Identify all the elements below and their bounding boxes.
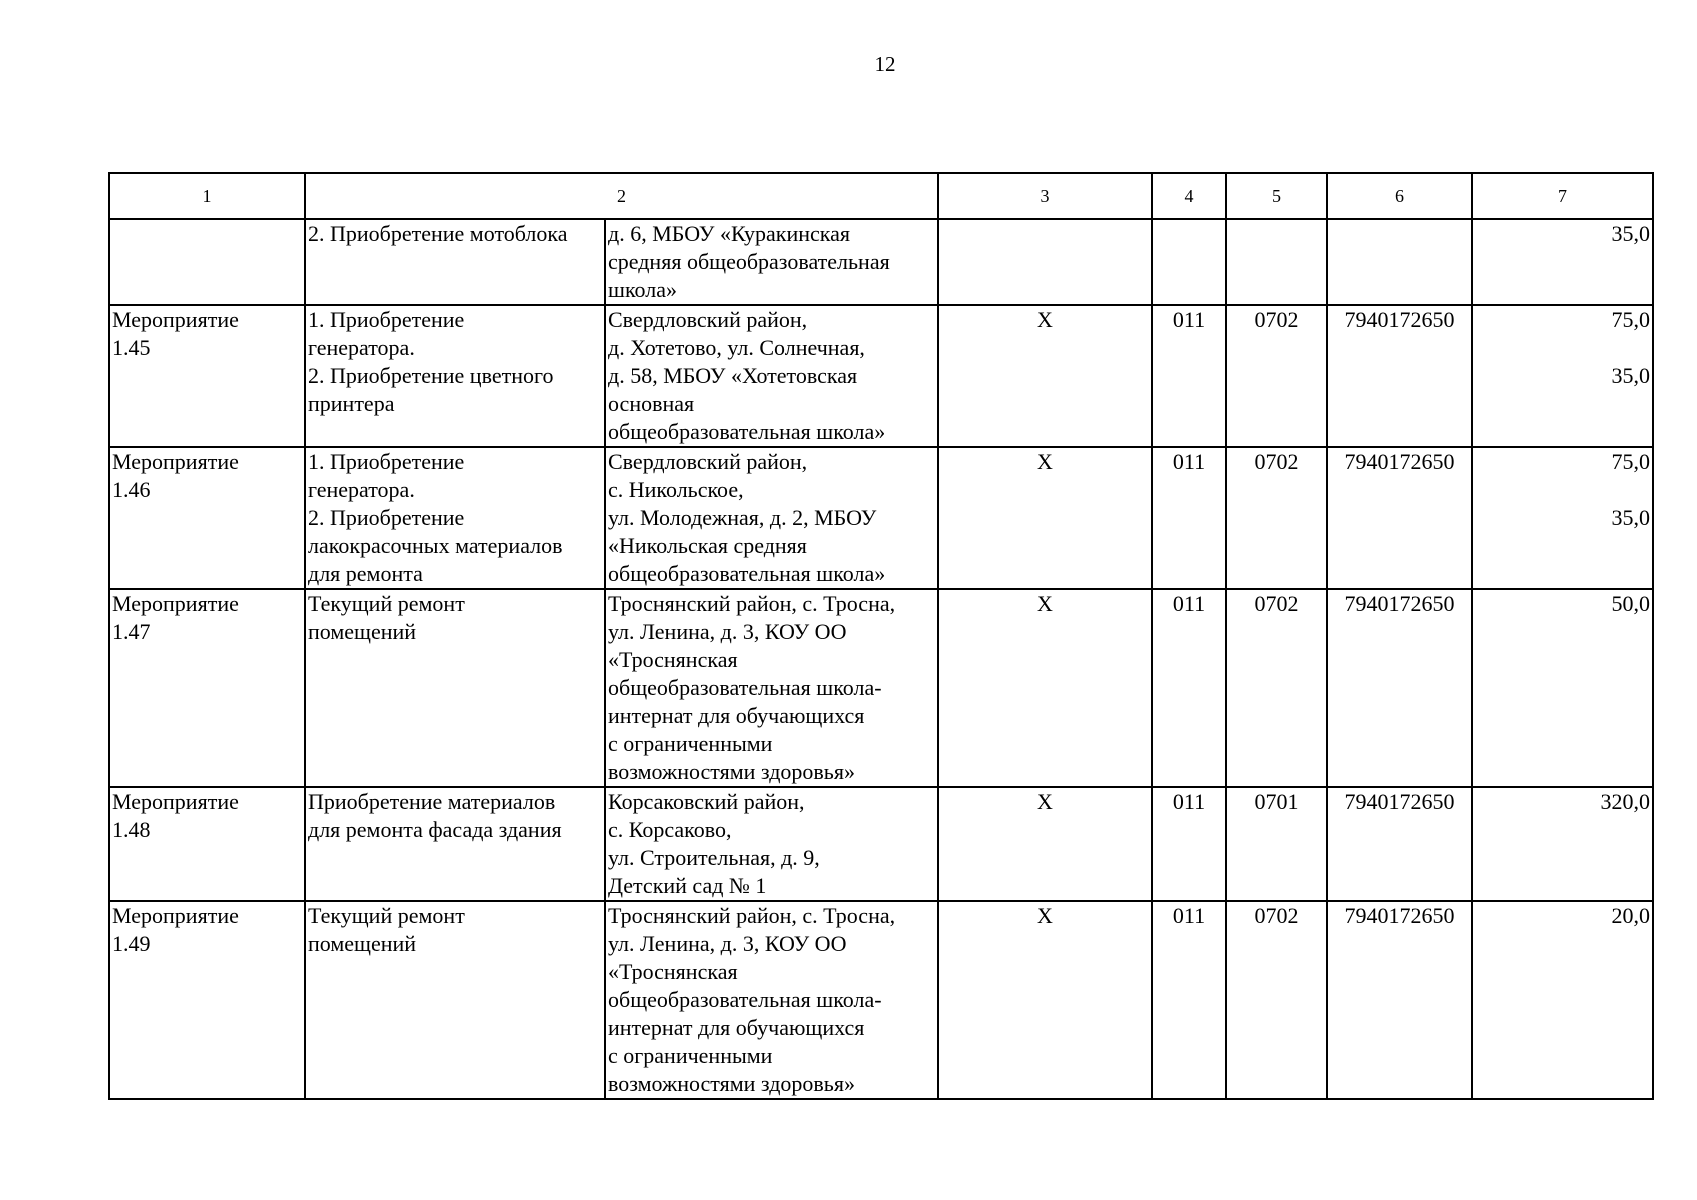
table-row: [109, 901, 1653, 1099]
cell-line: ул. Строительная, д. 9,: [608, 845, 820, 870]
header-col-7: 7: [1472, 173, 1653, 219]
cell-line: общеобразовательная школа»: [608, 561, 886, 586]
cell-line: 35,0: [1611, 221, 1650, 246]
table-row: [109, 787, 1653, 901]
activity-cell: [305, 787, 605, 901]
cell-line: Детский сад № 1: [608, 873, 767, 898]
amount-cell: [1472, 901, 1653, 1099]
cell-line: для ремонта фасада здания: [308, 817, 562, 842]
col4-cell: 011: [1152, 787, 1226, 901]
cell-line: Свердловский район,: [608, 449, 808, 474]
cell-line: 1.46: [112, 477, 151, 502]
cell-line: 75,0: [1611, 307, 1650, 332]
col5-cell: 0702: [1226, 589, 1327, 787]
cell-line: 1. Приобретение: [308, 307, 465, 332]
col5-cell: 0702: [1226, 901, 1327, 1099]
col4-cell: 011: [1152, 589, 1226, 787]
cell-line: Мероприятие: [112, 449, 239, 474]
cell-line: 35,0: [1611, 363, 1650, 388]
cell-line: с ограниченными: [608, 1043, 773, 1068]
cell-line: возможностями здоровья»: [608, 759, 855, 784]
address-cell: [605, 447, 938, 589]
activity-cell: [305, 305, 605, 447]
cell-line: школа»: [608, 277, 677, 302]
cell-line: Мероприятие: [112, 903, 239, 928]
cell-line: 2. Приобретение мотоблока: [308, 221, 568, 246]
address-cell: [605, 219, 938, 305]
table-row: [109, 589, 1653, 787]
cell-line: Приобретение материалов: [308, 789, 556, 814]
cell-line: Текущий ремонт: [308, 591, 465, 616]
cell-line: 50,0: [1611, 591, 1650, 616]
header-col-2: 2: [305, 173, 938, 219]
cell-line: с. Никольское,: [608, 477, 744, 502]
cell-line: для ремонта: [308, 561, 423, 586]
col3-cell: X: [938, 447, 1152, 589]
cell-line: Корсаковский район,: [608, 789, 805, 814]
cell-line: общеобразовательная школа»: [608, 419, 886, 444]
address-cell: [605, 589, 938, 787]
event-cell: [109, 219, 305, 305]
event-cell: [109, 901, 305, 1099]
cell-line: Свердловский район,: [608, 307, 808, 332]
table-row: [109, 447, 1653, 589]
cell-line: общеобразовательная школа-: [608, 675, 882, 700]
col5-cell: 0701: [1226, 787, 1327, 901]
header-col-6: 6: [1327, 173, 1472, 219]
amount-cell: [1472, 589, 1653, 787]
blank-line: [1475, 476, 1650, 504]
cell-line: «Троснянская: [608, 959, 738, 984]
cell-line: 2. Приобретение: [308, 505, 465, 530]
cell-line: Мероприятие: [112, 591, 239, 616]
address-cell: [605, 901, 938, 1099]
cell-line: ул. Молодежная, д. 2, МБОУ: [608, 505, 877, 530]
col5-cell: [1226, 219, 1327, 305]
amount-cell: [1472, 305, 1653, 447]
col4-cell: 011: [1152, 447, 1226, 589]
cell-line: ул. Ленина, д. 3, КОУ ОО: [608, 619, 847, 644]
cell-line: средняя общеобразовательная: [608, 249, 890, 274]
header-col-5: 5: [1226, 173, 1327, 219]
continuation-row: [109, 219, 1653, 305]
activity-cell: [305, 589, 605, 787]
cell-line: интернат для обучающихся: [608, 703, 865, 728]
cell-line: основная: [608, 391, 695, 416]
cell-line: «Троснянская: [608, 647, 738, 672]
col3-cell: [938, 219, 1152, 305]
col6-cell: 7940172650: [1327, 901, 1472, 1099]
cell-line: помещений: [308, 619, 417, 644]
cell-line: с ограниченными: [608, 731, 773, 756]
amount-cell: [1472, 219, 1653, 305]
blank-line: [1475, 334, 1650, 362]
cell-line: д. 6, МБОУ «Куракинская: [608, 221, 850, 246]
col3-cell: X: [938, 901, 1152, 1099]
col6-cell: 7940172650: [1327, 787, 1472, 901]
address-cell: [605, 305, 938, 447]
event-cell: [109, 589, 305, 787]
event-cell: [109, 787, 305, 901]
col6-cell: [1327, 219, 1472, 305]
header-row: [109, 173, 1653, 219]
col3-cell: X: [938, 589, 1152, 787]
col5-cell: 0702: [1226, 447, 1327, 589]
cell-line: 1.45: [112, 335, 151, 360]
col6-cell: 7940172650: [1327, 447, 1472, 589]
address-cell: [605, 787, 938, 901]
cell-line: 2. Приобретение цветного: [308, 363, 554, 388]
cell-line: генератора.: [308, 477, 415, 502]
col4-cell: 011: [1152, 305, 1226, 447]
cell-line: генератора.: [308, 335, 415, 360]
col5-cell: 0702: [1226, 305, 1327, 447]
cell-line: 320,0: [1600, 789, 1650, 814]
cell-line: помещений: [308, 931, 417, 956]
table-row: [109, 305, 1653, 447]
cell-line: Мероприятие: [112, 307, 239, 332]
col4-cell: 011: [1152, 901, 1226, 1099]
table-body: [109, 219, 1653, 1099]
cell-line: д. Хотетово, ул. Солнечная,: [608, 335, 865, 360]
header-col-1: 1: [109, 173, 305, 219]
page-number: 12: [874, 52, 896, 76]
header-col-4: 4: [1152, 173, 1226, 219]
cell-line: с. Корсаково,: [608, 817, 732, 842]
cell-line: Текущий ремонт: [308, 903, 465, 928]
cell-line: интернат для обучающихся: [608, 1015, 865, 1040]
activity-cell: [305, 447, 605, 589]
activity-cell: [305, 901, 605, 1099]
cell-line: д. 58, МБОУ «Хотетовская: [608, 363, 858, 388]
col3-cell: X: [938, 305, 1152, 447]
col6-cell: 7940172650: [1327, 305, 1472, 447]
amount-cell: [1472, 447, 1653, 589]
cell-line: Мероприятие: [112, 789, 239, 814]
cell-line: 35,0: [1611, 505, 1650, 530]
cell-line: принтера: [308, 391, 395, 416]
cell-line: возможностями здоровья»: [608, 1071, 855, 1096]
event-cell: [109, 305, 305, 447]
col6-cell: 7940172650: [1327, 589, 1472, 787]
cell-line: общеобразовательная школа-: [608, 987, 882, 1012]
cell-line: «Никольская средняя: [608, 533, 807, 558]
cell-line: 1.48: [112, 817, 151, 842]
activity-cell: [305, 219, 605, 305]
header-col-3: 3: [938, 173, 1152, 219]
col3-cell: X: [938, 787, 1152, 901]
cell-line: 20,0: [1611, 903, 1650, 928]
cell-line: ул. Ленина, д. 3, КОУ ОО: [608, 931, 847, 956]
cell-line: Троснянский район, с. Тросна,: [608, 591, 896, 616]
amount-cell: [1472, 787, 1653, 901]
event-cell: [109, 447, 305, 589]
cell-line: 1.47: [112, 619, 151, 644]
cell-line: 1. Приобретение: [308, 449, 465, 474]
budget-table: [108, 172, 1654, 1100]
cell-line: Троснянский район, с. Тросна,: [608, 903, 896, 928]
cell-line: 75,0: [1611, 449, 1650, 474]
col4-cell: [1152, 219, 1226, 305]
cell-line: 1.49: [112, 931, 151, 956]
cell-line: лакокрасочных материалов: [308, 533, 563, 558]
